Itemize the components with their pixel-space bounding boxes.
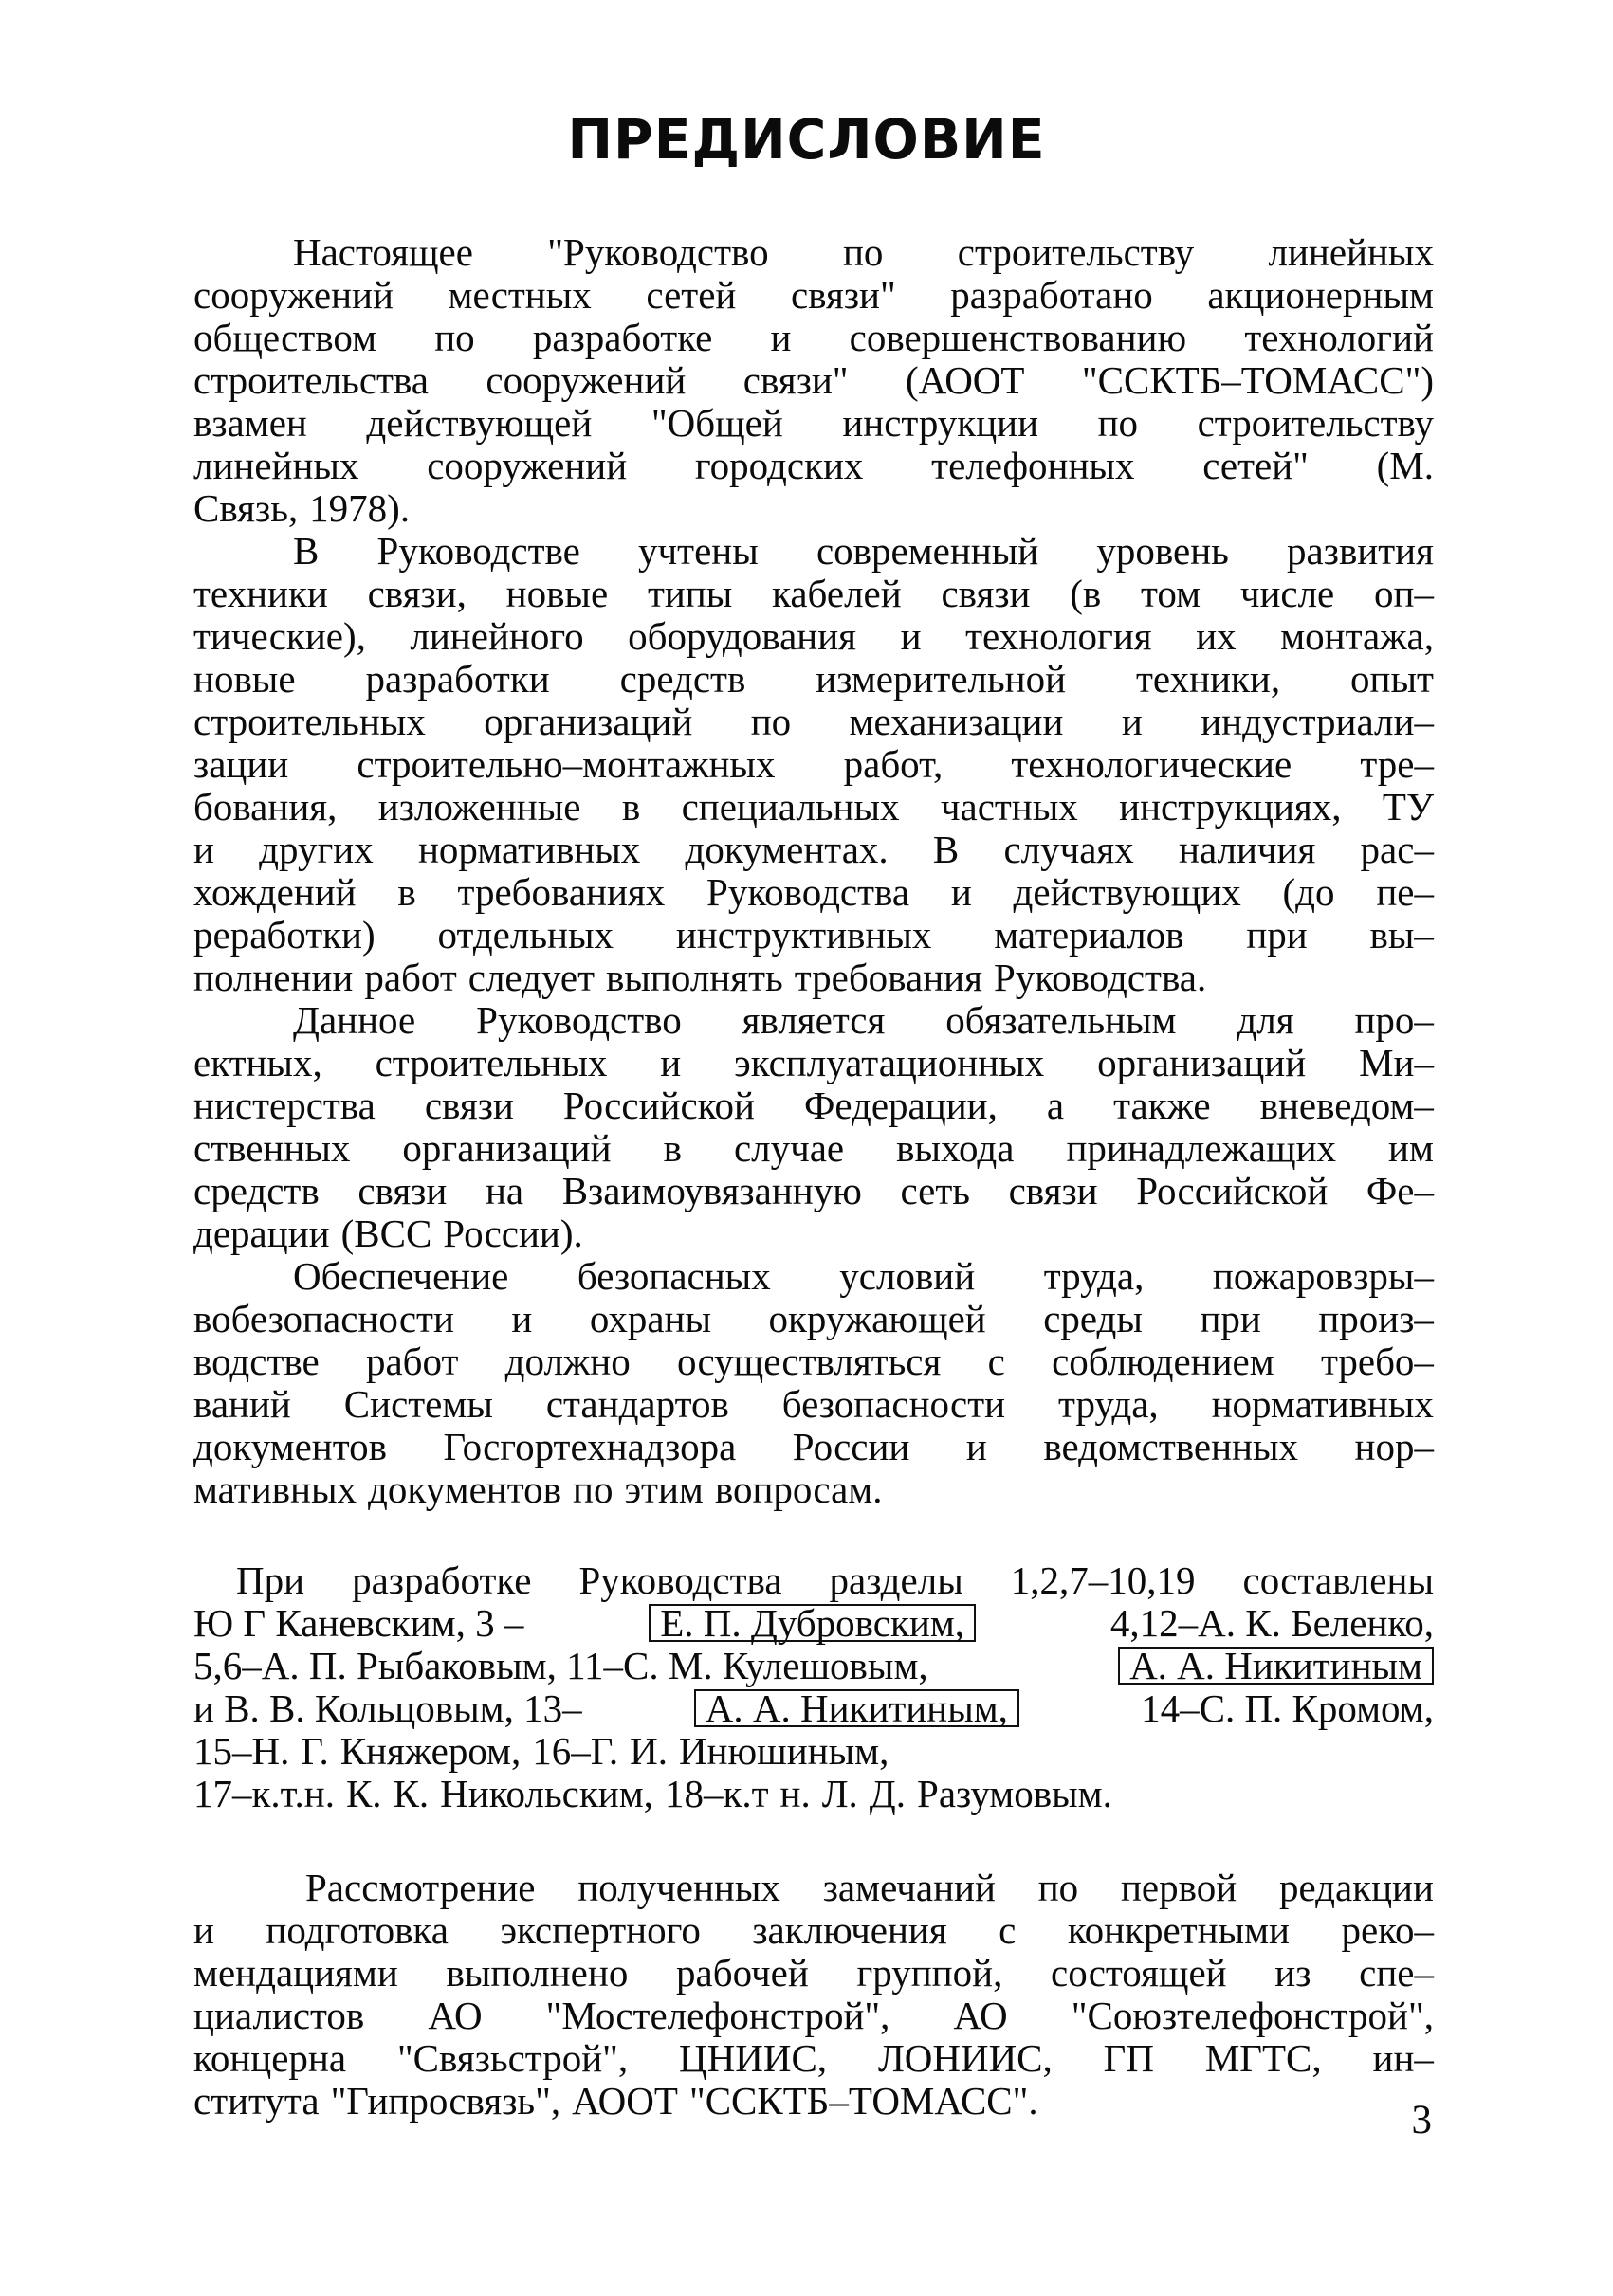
word: состоящей bbox=[1051, 1951, 1227, 1995]
word: также bbox=[1113, 1084, 1211, 1127]
word: техники bbox=[193, 572, 328, 615]
word: концерна bbox=[193, 2036, 347, 2080]
paragraph-line bbox=[193, 871, 1434, 913]
authors-text: 4,12–А. К. Беленко, bbox=[1109, 1601, 1434, 1645]
word: ЦНИИС, bbox=[679, 2036, 828, 2080]
word: разработке bbox=[352, 1558, 532, 1602]
paragraph-line bbox=[293, 231, 1434, 273]
word: опыт bbox=[1350, 657, 1434, 701]
boxed-name: Е. П. Дубровским, bbox=[649, 1604, 976, 1642]
word: "Союзтелефонстрой", bbox=[1071, 1994, 1434, 2037]
paragraph-line bbox=[293, 999, 1434, 1041]
word: технология bbox=[965, 614, 1152, 658]
word: и bbox=[1121, 700, 1143, 743]
word: конкретными bbox=[1067, 1908, 1291, 1952]
word: связи" bbox=[742, 358, 849, 402]
word: с bbox=[987, 1339, 1005, 1383]
word: совершенствованию bbox=[849, 316, 1187, 359]
word: ектных, bbox=[193, 1041, 322, 1084]
word: с bbox=[999, 1908, 1017, 1952]
review-line bbox=[193, 1995, 1434, 2036]
word: нор– bbox=[1354, 1425, 1434, 1468]
authors-line bbox=[193, 1645, 1434, 1686]
word: отдельных bbox=[437, 913, 614, 957]
word: вобезопасности bbox=[193, 1297, 454, 1340]
paragraph-line bbox=[193, 957, 1434, 998]
paragraph-line bbox=[193, 829, 1434, 870]
word: сетей" bbox=[1202, 444, 1309, 487]
authors-text: Ю Г Каневским, 3 – bbox=[193, 1601, 524, 1645]
word: Федерации, bbox=[803, 1084, 998, 1127]
word: (до bbox=[1282, 870, 1335, 914]
word: по bbox=[842, 230, 884, 274]
word: сетей bbox=[646, 273, 737, 317]
word: 1,2,7–10,19 bbox=[1010, 1558, 1196, 1602]
word: организаций bbox=[484, 700, 693, 743]
word: соблюдением bbox=[1052, 1339, 1274, 1383]
word: требования bbox=[794, 956, 982, 999]
word: АО bbox=[953, 1994, 1008, 2037]
word: работ bbox=[364, 956, 457, 999]
word: выполнено bbox=[446, 1951, 629, 1995]
word: других bbox=[259, 828, 374, 871]
word: выполнять bbox=[606, 956, 783, 999]
word: обществом bbox=[193, 316, 377, 359]
word: (АООТ bbox=[905, 358, 1025, 402]
word: документах. bbox=[685, 828, 889, 871]
word: Руководства bbox=[706, 870, 910, 914]
word: первой bbox=[1120, 1866, 1237, 1909]
word: оп– bbox=[1374, 572, 1434, 615]
paragraph-line bbox=[193, 743, 1434, 785]
word: труда, bbox=[1058, 1382, 1159, 1426]
authors-text: 5,6–А. П. Рыбаковым, 11–С. М. Кулешовым, bbox=[193, 1644, 928, 1687]
word: "ССКТБ–ТОМАСС". bbox=[688, 2079, 1038, 2123]
word: Рассмотрение bbox=[305, 1866, 536, 1909]
word: тические), bbox=[193, 614, 366, 658]
word: действующих bbox=[1013, 870, 1241, 914]
word: том bbox=[1141, 572, 1201, 615]
word: документов bbox=[193, 1425, 387, 1468]
word: наличия bbox=[1179, 828, 1316, 871]
word: акционерным bbox=[1207, 273, 1434, 317]
authors-line bbox=[193, 1687, 1434, 1729]
word: работ, bbox=[843, 742, 944, 786]
word: пе– bbox=[1376, 870, 1434, 914]
paragraph-line bbox=[193, 1127, 1434, 1169]
word: пожаровзры– bbox=[1212, 1254, 1434, 1298]
paragraph-line bbox=[193, 1212, 1434, 1254]
word: бования, bbox=[193, 785, 338, 829]
word: и bbox=[511, 1297, 533, 1340]
review-line bbox=[193, 1952, 1434, 1994]
word: Никольским, bbox=[440, 1772, 653, 1815]
paragraph-line bbox=[193, 1084, 1434, 1126]
word: (ВСС bbox=[340, 1212, 432, 1255]
word: (в bbox=[1070, 572, 1102, 615]
word: монтажа, bbox=[1280, 614, 1434, 658]
word: требованиях bbox=[457, 870, 666, 914]
word: и bbox=[950, 870, 972, 914]
word: Г. bbox=[301, 1729, 329, 1773]
paragraph-line bbox=[193, 1298, 1434, 1339]
word: следует bbox=[467, 956, 596, 999]
word: линейных bbox=[1268, 230, 1434, 274]
word: связи bbox=[424, 1084, 514, 1127]
word: связи" bbox=[790, 273, 896, 317]
word: в bbox=[397, 870, 416, 914]
word: И. bbox=[630, 1729, 668, 1773]
word: рас– bbox=[1360, 828, 1434, 871]
boxed-name: А. А. Никитиным, bbox=[694, 1689, 1019, 1727]
word: Инюшиным, bbox=[678, 1729, 889, 1773]
word: Российской bbox=[562, 1084, 755, 1127]
word: водстве bbox=[193, 1339, 320, 1383]
word: Связь, bbox=[193, 486, 299, 530]
word: (М. bbox=[1376, 444, 1434, 487]
word: нормативных bbox=[417, 828, 641, 871]
word: уровень bbox=[1096, 529, 1229, 573]
word: линейных bbox=[193, 444, 359, 487]
paragraph-line bbox=[193, 274, 1434, 316]
word: замечаний bbox=[822, 1866, 996, 1909]
word: ваний bbox=[193, 1382, 291, 1426]
word: и bbox=[660, 1041, 682, 1084]
word: является bbox=[742, 998, 886, 1042]
word: инструкциях, bbox=[1119, 785, 1342, 829]
word: связи bbox=[1008, 1169, 1098, 1212]
word: Д. bbox=[869, 1772, 907, 1815]
page-title: ПРЕДИСЛОВИЕ bbox=[567, 107, 1046, 172]
word: документов bbox=[368, 1467, 561, 1511]
word: 15–Н. bbox=[193, 1729, 290, 1773]
word: в bbox=[621, 785, 641, 829]
paragraph-line bbox=[193, 402, 1434, 444]
word: и bbox=[193, 828, 214, 871]
word: инструктивных bbox=[675, 913, 932, 957]
word: строительства bbox=[193, 358, 429, 402]
word: при bbox=[1200, 1297, 1261, 1340]
word: В bbox=[932, 828, 960, 871]
word: числе bbox=[1239, 572, 1335, 615]
word: строительных bbox=[193, 700, 426, 743]
word: реработки) bbox=[193, 913, 376, 957]
word: разработке bbox=[532, 316, 713, 359]
word: строительных bbox=[375, 1041, 608, 1084]
word: сооружений bbox=[193, 273, 394, 317]
word: тре– bbox=[1360, 742, 1434, 786]
word: спе– bbox=[1359, 1951, 1434, 1995]
word: современный bbox=[816, 529, 1039, 573]
authors-line bbox=[236, 1559, 1434, 1601]
word: работ bbox=[365, 1339, 459, 1383]
word: для bbox=[1237, 998, 1294, 1042]
paragraph-line bbox=[193, 1340, 1434, 1382]
word: и bbox=[965, 1425, 987, 1468]
word: случае bbox=[733, 1126, 845, 1170]
word: случаях bbox=[1003, 828, 1134, 871]
word: "Общей bbox=[651, 401, 783, 445]
paragraph-line bbox=[193, 317, 1434, 358]
authors-text: и В. В. Кольцовым, 13– bbox=[193, 1686, 582, 1730]
word: хождений bbox=[193, 870, 357, 914]
paragraph-line bbox=[193, 658, 1434, 700]
word: Фе– bbox=[1366, 1169, 1434, 1212]
word: сеть bbox=[900, 1169, 970, 1212]
word: безопасных bbox=[577, 1254, 771, 1298]
word: индустриали– bbox=[1201, 700, 1434, 743]
word: ститута bbox=[193, 2079, 320, 2123]
word: их bbox=[1196, 614, 1237, 658]
authors-line bbox=[193, 1730, 1434, 1772]
word: ведомственных bbox=[1043, 1425, 1299, 1468]
word: строительно–монтажных bbox=[357, 742, 776, 786]
word: 18–к.т bbox=[664, 1772, 769, 1815]
word: кабелей bbox=[772, 572, 902, 615]
word: нормативных bbox=[1211, 1382, 1434, 1426]
word: ЛОНИИС, bbox=[877, 2036, 1053, 2080]
paragraph-line bbox=[193, 701, 1434, 742]
page-number: 3 bbox=[1411, 2098, 1432, 2142]
word: ТУ bbox=[1382, 785, 1434, 829]
word: и bbox=[770, 316, 792, 359]
word: принадлежащих bbox=[1066, 1126, 1337, 1170]
word: труда, bbox=[1043, 1254, 1145, 1298]
paragraph-line bbox=[193, 573, 1434, 614]
word: и bbox=[193, 1908, 214, 1952]
word: учтены bbox=[638, 529, 759, 573]
paragraph-line bbox=[193, 445, 1434, 486]
word: а bbox=[1046, 1084, 1065, 1127]
word: взамен bbox=[193, 401, 307, 445]
word: связи bbox=[357, 1169, 448, 1212]
paragraph-line bbox=[193, 1426, 1434, 1467]
word: инструкции bbox=[842, 401, 1039, 445]
word: АООТ bbox=[572, 2079, 678, 2123]
word: Настоящее bbox=[293, 230, 473, 274]
word: строительству bbox=[957, 230, 1195, 274]
review-line bbox=[305, 1867, 1434, 1908]
word: "ССКТБ–ТОМАСС") bbox=[1081, 358, 1434, 402]
word: Данное bbox=[293, 998, 416, 1042]
word: редакции bbox=[1278, 1866, 1434, 1909]
word: нистерства bbox=[193, 1084, 376, 1127]
word: Л. bbox=[821, 1772, 858, 1815]
word: связи bbox=[941, 572, 1031, 615]
word: Ми– bbox=[1359, 1041, 1434, 1084]
word: безопасности bbox=[781, 1382, 1006, 1426]
word: "Связьстрой", bbox=[396, 2036, 629, 2080]
word: измерительной bbox=[816, 657, 1067, 701]
word: полученных bbox=[577, 1866, 780, 1909]
word: организаций bbox=[402, 1126, 612, 1170]
word: вы– bbox=[1369, 913, 1434, 957]
word: технологий bbox=[1244, 316, 1434, 359]
word: разделы bbox=[829, 1558, 963, 1602]
word: материалов bbox=[994, 913, 1184, 957]
word: эксплуатационных bbox=[734, 1041, 1045, 1084]
word: ин– bbox=[1372, 2036, 1434, 2080]
word: обязательным bbox=[945, 998, 1177, 1042]
word: Руководства bbox=[578, 1558, 782, 1602]
word: России). bbox=[443, 1212, 583, 1255]
word: Госгортехнадзора bbox=[443, 1425, 737, 1468]
word: условий bbox=[839, 1254, 976, 1298]
word: мативных bbox=[193, 1467, 357, 1511]
word: окружающей bbox=[768, 1297, 986, 1340]
paragraph-line bbox=[193, 487, 1434, 529]
word: разработано bbox=[950, 273, 1153, 317]
word: вопросам. bbox=[714, 1467, 883, 1511]
word: выхода bbox=[896, 1126, 1015, 1170]
word: по bbox=[750, 700, 792, 743]
word: требо– bbox=[1320, 1339, 1434, 1383]
word: им bbox=[1388, 1126, 1434, 1170]
word: техники, bbox=[1136, 657, 1281, 701]
word: новые bbox=[505, 572, 609, 615]
word: местных bbox=[448, 273, 592, 317]
word: Руководстве bbox=[376, 529, 580, 573]
word: технологические bbox=[1011, 742, 1292, 786]
review-line bbox=[193, 2037, 1434, 2079]
word: при bbox=[1246, 913, 1308, 957]
word: Взаимоувязанную bbox=[561, 1169, 862, 1212]
word: При bbox=[236, 1558, 305, 1602]
word: линейного bbox=[410, 614, 584, 658]
word: среды bbox=[1043, 1297, 1143, 1340]
word: Российской bbox=[1136, 1169, 1329, 1212]
paragraph-line bbox=[293, 1255, 1434, 1297]
word: охраны bbox=[589, 1297, 712, 1340]
word: из bbox=[1274, 1951, 1311, 1995]
word: Обеспечение bbox=[293, 1254, 509, 1298]
word: осуществляться bbox=[676, 1339, 942, 1383]
word: мендациями bbox=[193, 1951, 398, 1995]
word: ственных bbox=[193, 1126, 351, 1170]
word: 17–к.т.н. bbox=[193, 1772, 335, 1815]
word: Руководства. bbox=[993, 956, 1207, 999]
paragraph-line bbox=[193, 1468, 1434, 1510]
word: экспертного bbox=[500, 1908, 701, 1952]
paragraph-line bbox=[193, 786, 1434, 828]
word: специальных bbox=[681, 785, 900, 829]
word: МГТС, bbox=[1204, 2036, 1322, 2080]
word: "Мостелефонстрой", bbox=[545, 1994, 890, 2037]
word: группой, bbox=[856, 1951, 1003, 1995]
word: стандартов bbox=[545, 1382, 729, 1426]
word: на bbox=[485, 1169, 524, 1212]
word: механизации bbox=[849, 700, 1064, 743]
word: дерации bbox=[193, 1212, 330, 1255]
word: полнении bbox=[193, 956, 354, 999]
word: Княжером, bbox=[339, 1729, 522, 1773]
word: н. bbox=[779, 1772, 811, 1815]
word: произ– bbox=[1318, 1297, 1434, 1340]
word: про– bbox=[1354, 998, 1434, 1042]
word: вневедом– bbox=[1259, 1084, 1434, 1127]
word: средств bbox=[193, 1169, 320, 1212]
word: строительству bbox=[1197, 401, 1434, 445]
paragraph-line bbox=[293, 530, 1434, 572]
word: подготовка bbox=[266, 1908, 449, 1952]
word: 1978). bbox=[309, 486, 411, 530]
word: организаций bbox=[1097, 1041, 1307, 1084]
paragraph-line bbox=[193, 1383, 1434, 1425]
paragraph-line bbox=[193, 914, 1434, 956]
paragraph-line bbox=[193, 359, 1434, 401]
word: по bbox=[573, 1467, 614, 1511]
word: в bbox=[663, 1126, 682, 1170]
word: оборудования bbox=[628, 614, 857, 658]
word: этим bbox=[624, 1467, 704, 1511]
review-line bbox=[193, 1909, 1434, 1951]
word: изложенные bbox=[377, 785, 581, 829]
word: и bbox=[900, 614, 922, 658]
word: развития bbox=[1287, 529, 1434, 573]
word: К. bbox=[393, 1772, 430, 1815]
word: составлены bbox=[1242, 1558, 1434, 1602]
authors-line bbox=[193, 1602, 1434, 1644]
word: сооружений bbox=[486, 358, 687, 402]
word: телефонных bbox=[931, 444, 1135, 487]
word: АО bbox=[428, 1994, 483, 2037]
review-line bbox=[193, 2080, 1434, 2122]
word: В bbox=[293, 529, 320, 573]
word: действующей bbox=[366, 401, 593, 445]
word: "Гипросвязь", bbox=[330, 2079, 561, 2123]
word: К. bbox=[345, 1772, 382, 1815]
word: 16–Г. bbox=[532, 1729, 619, 1773]
word: по bbox=[1097, 401, 1139, 445]
paragraph-line bbox=[193, 1042, 1434, 1084]
word: новые bbox=[193, 657, 296, 701]
word: Руководство bbox=[476, 998, 682, 1042]
word: по bbox=[1037, 1866, 1079, 1909]
word: Системы bbox=[343, 1382, 493, 1426]
word: частных bbox=[940, 785, 1078, 829]
word: рабочей bbox=[676, 1951, 809, 1995]
word: зации bbox=[193, 742, 289, 786]
word: по bbox=[434, 316, 475, 359]
paragraph-line bbox=[193, 615, 1434, 657]
word: разработки bbox=[365, 657, 550, 701]
boxed-name: А. А. Никитиным bbox=[1118, 1647, 1434, 1685]
word: сооружений bbox=[427, 444, 628, 487]
word: Разумовым. bbox=[917, 1772, 1112, 1815]
word: циалистов bbox=[193, 1994, 365, 2037]
word: ГП bbox=[1103, 2036, 1154, 2080]
authors-text: 14–С. П. Кромом, bbox=[1141, 1686, 1434, 1730]
word: средств bbox=[619, 657, 746, 701]
word: должно bbox=[504, 1339, 631, 1383]
word: городских bbox=[694, 444, 864, 487]
word: реко– bbox=[1341, 1908, 1434, 1952]
word: заключения bbox=[752, 1908, 947, 1952]
word: России bbox=[792, 1425, 910, 1468]
authors-line bbox=[193, 1773, 1434, 1814]
paragraph-line bbox=[193, 1170, 1434, 1212]
word: типы bbox=[647, 572, 733, 615]
word: связи, bbox=[367, 572, 467, 615]
word: "Руководство bbox=[547, 230, 769, 274]
